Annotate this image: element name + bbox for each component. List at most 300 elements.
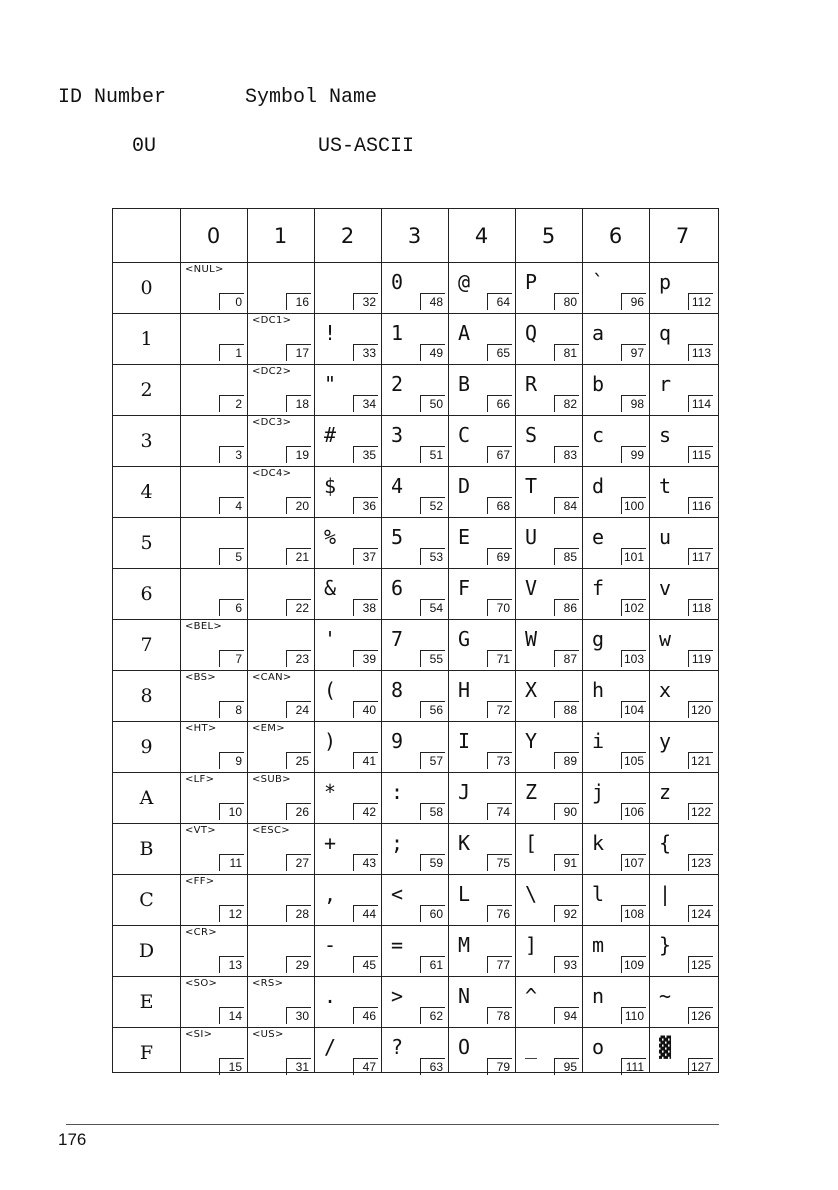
char-cell (515, 313, 582, 364)
decimal-code: 26 (286, 803, 311, 820)
decimal-code: 71 (487, 650, 512, 667)
symbol-name-label: Symbol Name (245, 86, 378, 109)
decimal-code: 36 (353, 497, 378, 514)
char-cell (582, 568, 649, 619)
char-glyph: ; (391, 831, 404, 855)
decimal-code: 59 (420, 854, 445, 871)
decimal-code: 60 (420, 905, 445, 922)
char-glyph: m (592, 933, 605, 957)
char-cell (180, 364, 247, 415)
decimal-code: 83 (554, 446, 579, 463)
char-glyph: 2 (391, 372, 404, 396)
decimal-code: 5 (219, 548, 244, 565)
char-glyph: q (659, 321, 672, 345)
char-cell (314, 415, 381, 466)
char-cell (448, 517, 515, 568)
char-cell (649, 670, 716, 721)
grid-line (113, 568, 718, 569)
char-cell (314, 823, 381, 874)
grid-line (314, 209, 315, 1072)
char-cell (448, 313, 515, 364)
decimal-code: 115 (688, 446, 713, 463)
char-cell (448, 772, 515, 823)
char-glyph: ` (592, 270, 605, 294)
char-cell (582, 619, 649, 670)
char-cell (381, 568, 448, 619)
decimal-code: 112 (688, 293, 713, 310)
char-cell (314, 670, 381, 721)
grid-line (515, 209, 516, 1072)
decimal-code: 29 (286, 956, 311, 973)
char-glyph: a (592, 321, 605, 345)
decimal-code: 114 (688, 395, 713, 412)
grid-line (113, 1027, 718, 1028)
decimal-code: 116 (688, 497, 713, 514)
char-glyph: = (391, 933, 404, 957)
char-cell (314, 1027, 381, 1078)
decimal-code: 126 (688, 1007, 713, 1024)
char-cell (448, 262, 515, 313)
char-glyph: D (458, 474, 471, 498)
char-glyph: h (592, 678, 605, 702)
char-cell (180, 517, 247, 568)
decimal-code: 10 (219, 803, 244, 820)
decimal-code: 21 (286, 548, 311, 565)
decimal-code: 111 (621, 1058, 646, 1075)
char-cell (515, 415, 582, 466)
char-cell (381, 925, 448, 976)
char-glyph: W (525, 627, 538, 651)
char-glyph: t (659, 474, 672, 498)
char-cell (649, 313, 716, 364)
char-cell (314, 721, 381, 772)
decimal-code: 124 (688, 905, 713, 922)
decimal-code: 68 (487, 497, 512, 514)
char-cell (180, 568, 247, 619)
row-header: E (139, 990, 154, 1013)
char-cell (180, 670, 247, 721)
char-glyph: & (324, 576, 337, 600)
decimal-code: 41 (353, 752, 378, 769)
grid-line (113, 874, 718, 875)
control-code-label: <BS> (185, 672, 216, 683)
char-cell (515, 364, 582, 415)
char-cell (247, 619, 314, 670)
decimal-code: 57 (420, 752, 445, 769)
char-cell (649, 721, 716, 772)
char-glyph: U (525, 525, 538, 549)
grid-line (113, 262, 718, 263)
char-cell (247, 823, 314, 874)
control-code-label: <NUL> (185, 264, 224, 275)
char-glyph: l (592, 882, 605, 906)
grid-line (113, 670, 718, 671)
decimal-code: 110 (621, 1007, 646, 1024)
grid-line (113, 772, 718, 773)
control-code-label: <CR> (185, 927, 217, 938)
decimal-code: 20 (286, 497, 311, 514)
char-glyph: T (525, 474, 538, 498)
decimal-code: 99 (621, 446, 646, 463)
char-glyph: } (659, 933, 672, 957)
row-header: 2 (140, 378, 153, 401)
char-cell (582, 772, 649, 823)
char-glyph: ▓ (659, 1035, 672, 1059)
decimal-code: 103 (621, 650, 646, 667)
char-glyph: 3 (391, 423, 404, 447)
decimal-code: 1 (219, 344, 244, 361)
char-cell (649, 976, 716, 1027)
char-cell (247, 1027, 314, 1078)
control-code-label: <SO> (185, 978, 218, 989)
column-header: 1 (273, 223, 288, 248)
decimal-code: 44 (353, 905, 378, 922)
control-code-label: <SUB> (252, 774, 291, 785)
char-glyph: : (391, 780, 404, 804)
char-glyph: n (592, 984, 605, 1008)
grid-line (582, 209, 583, 1072)
row-header: 5 (140, 531, 153, 554)
char-glyph: g (592, 627, 605, 651)
column-header: 7 (675, 223, 690, 248)
decimal-code: 66 (487, 395, 512, 412)
control-code-label: <SI> (185, 1029, 213, 1040)
decimal-code: 117 (688, 548, 713, 565)
grid-line (113, 823, 718, 824)
decimal-code: 92 (554, 905, 579, 922)
char-cell (180, 721, 247, 772)
control-code-label: <DC4> (252, 468, 292, 479)
char-cell (515, 568, 582, 619)
decimal-code: 12 (219, 905, 244, 922)
id-number-value: 0U (132, 135, 157, 158)
char-glyph: E (458, 525, 471, 549)
decimal-code: 61 (420, 956, 445, 973)
char-glyph: y (659, 729, 672, 753)
char-glyph: J (458, 780, 471, 804)
char-glyph: 7 (391, 627, 404, 651)
char-glyph: u (659, 525, 672, 549)
decimal-code: 65 (487, 344, 512, 361)
char-cell (381, 823, 448, 874)
char-glyph: > (391, 984, 404, 1008)
decimal-code: 56 (420, 701, 445, 718)
control-code-label: <LF> (185, 774, 215, 785)
char-cell (448, 415, 515, 466)
grid-line (113, 466, 718, 467)
decimal-code: 125 (688, 956, 713, 973)
char-cell (448, 925, 515, 976)
char-cell (582, 670, 649, 721)
char-cell (314, 925, 381, 976)
column-header: 3 (407, 223, 422, 248)
char-glyph: I (458, 729, 471, 753)
decimal-code: 97 (621, 344, 646, 361)
decimal-code: 101 (621, 548, 646, 565)
char-cell (180, 1027, 247, 1078)
char-cell (649, 823, 716, 874)
char-cell (649, 619, 716, 670)
control-code-label: <DC2> (252, 366, 292, 377)
char-glyph: " (324, 372, 337, 396)
char-cell (314, 568, 381, 619)
decimal-code: 89 (554, 752, 579, 769)
control-code-label: <EM> (252, 723, 285, 734)
char-cell (649, 415, 716, 466)
char-cell (381, 364, 448, 415)
decimal-code: 74 (487, 803, 512, 820)
char-cell (515, 619, 582, 670)
char-cell (448, 670, 515, 721)
char-cell (515, 466, 582, 517)
char-cell (247, 772, 314, 823)
decimal-code: 15 (219, 1058, 244, 1075)
char-cell (582, 823, 649, 874)
decimal-code: 80 (554, 293, 579, 310)
char-glyph: X (525, 678, 538, 702)
char-glyph: L (458, 882, 471, 906)
char-cell (314, 772, 381, 823)
char-glyph: b (592, 372, 605, 396)
decimal-code: 48 (420, 293, 445, 310)
char-cell (314, 313, 381, 364)
char-glyph: 5 (391, 525, 404, 549)
decimal-code: 64 (487, 293, 512, 310)
char-cell (649, 466, 716, 517)
char-cell (649, 262, 716, 313)
char-cell (314, 619, 381, 670)
char-cell (649, 925, 716, 976)
decimal-code: 4 (219, 497, 244, 514)
char-glyph: M (458, 933, 471, 957)
char-cell (247, 262, 314, 313)
char-cell (381, 415, 448, 466)
decimal-code: 76 (487, 905, 512, 922)
decimal-code: 11 (219, 854, 244, 871)
char-cell (448, 823, 515, 874)
char-glyph: 4 (391, 474, 404, 498)
decimal-code: 100 (621, 497, 646, 514)
row-header: 3 (140, 429, 153, 452)
char-glyph: d (592, 474, 605, 498)
decimal-code: 72 (487, 701, 512, 718)
char-cell (515, 976, 582, 1027)
char-glyph: ( (324, 678, 337, 702)
decimal-code: 32 (353, 293, 378, 310)
decimal-code: 94 (554, 1007, 579, 1024)
char-cell (247, 466, 314, 517)
decimal-code: 113 (688, 344, 713, 361)
char-cell (381, 721, 448, 772)
column-header: 5 (541, 223, 556, 248)
char-glyph: F (458, 576, 471, 600)
decimal-code: 67 (487, 446, 512, 463)
grid-line (113, 976, 718, 977)
char-cell (649, 1027, 716, 1078)
decimal-code: 50 (420, 395, 445, 412)
char-cell (582, 517, 649, 568)
char-cell (448, 976, 515, 1027)
char-glyph: k (592, 831, 605, 855)
char-glyph: j (592, 780, 605, 804)
char-glyph: S (525, 423, 538, 447)
char-cell (381, 670, 448, 721)
char-glyph: [ (525, 831, 538, 855)
decimal-code: 2 (219, 395, 244, 412)
char-cell (515, 670, 582, 721)
decimal-code: 98 (621, 395, 646, 412)
column-header: 4 (474, 223, 489, 248)
char-cell (381, 262, 448, 313)
row-header: 6 (140, 582, 153, 605)
char-glyph: ' (324, 627, 337, 651)
char-cell (448, 568, 515, 619)
char-cell (247, 925, 314, 976)
char-glyph: N (458, 984, 471, 1008)
char-glyph: H (458, 678, 471, 702)
char-cell (381, 772, 448, 823)
row-header: D (138, 939, 155, 962)
grid-line (113, 517, 718, 518)
char-cell (314, 976, 381, 1027)
decimal-code: 102 (621, 599, 646, 616)
char-cell (180, 619, 247, 670)
decimal-code: 62 (420, 1007, 445, 1024)
char-cell (247, 670, 314, 721)
grid-line (113, 313, 718, 314)
decimal-code: 93 (554, 956, 579, 973)
char-glyph: C (458, 423, 471, 447)
char-cell (649, 874, 716, 925)
footer-divider (66, 1124, 719, 1125)
row-header: 1 (140, 327, 153, 350)
decimal-code: 105 (621, 752, 646, 769)
control-code-label: <DC3> (252, 417, 292, 428)
char-glyph: K (458, 831, 471, 855)
char-cell (314, 874, 381, 925)
char-glyph: x (659, 678, 672, 702)
char-cell (381, 1027, 448, 1078)
char-glyph: ! (324, 321, 337, 345)
decimal-code: 34 (353, 395, 378, 412)
decimal-code: 8 (219, 701, 244, 718)
char-glyph: \ (525, 882, 538, 906)
char-glyph: 1 (391, 321, 404, 345)
decimal-code: 23 (286, 650, 311, 667)
char-glyph: $ (324, 474, 337, 498)
char-cell (381, 874, 448, 925)
char-cell (515, 772, 582, 823)
decimal-code: 123 (688, 854, 713, 871)
char-cell (448, 364, 515, 415)
char-cell (515, 262, 582, 313)
char-cell (247, 517, 314, 568)
char-cell (515, 517, 582, 568)
decimal-code: 24 (286, 701, 311, 718)
char-cell (515, 721, 582, 772)
char-cell (649, 568, 716, 619)
char-glyph: % (324, 525, 337, 549)
row-header: 4 (140, 480, 153, 503)
char-cell (314, 517, 381, 568)
decimal-code: 39 (353, 650, 378, 667)
decimal-code: 75 (487, 854, 512, 871)
decimal-code: 86 (554, 599, 579, 616)
char-cell (582, 874, 649, 925)
char-glyph: . (324, 984, 337, 1008)
row-header: 0 (140, 276, 153, 299)
grid-line (180, 209, 181, 1072)
char-cell (247, 364, 314, 415)
char-glyph: r (659, 372, 672, 396)
decimal-code: 31 (286, 1058, 311, 1075)
char-glyph: i (592, 729, 605, 753)
char-cell (247, 976, 314, 1027)
column-header: 0 (206, 223, 221, 248)
char-cell (448, 874, 515, 925)
decimal-code: 45 (353, 956, 378, 973)
decimal-code: 119 (688, 650, 713, 667)
char-glyph: V (525, 576, 538, 600)
decimal-code: 49 (420, 344, 445, 361)
decimal-code: 46 (353, 1007, 378, 1024)
decimal-code: 40 (353, 701, 378, 718)
char-cell (180, 823, 247, 874)
char-glyph: _ (525, 1035, 538, 1059)
decimal-code: 16 (286, 293, 311, 310)
decimal-code: 121 (688, 752, 713, 769)
char-cell (180, 262, 247, 313)
char-cell (381, 313, 448, 364)
char-cell (448, 721, 515, 772)
char-glyph: # (324, 423, 337, 447)
column-header: 6 (608, 223, 623, 248)
grid-line (649, 209, 650, 1072)
char-glyph: @ (458, 270, 471, 294)
char-cell (180, 976, 247, 1027)
char-glyph: ~ (659, 984, 672, 1008)
char-glyph: ^ (525, 984, 538, 1008)
decimal-code: 30 (286, 1007, 311, 1024)
char-glyph: z (659, 780, 672, 804)
control-code-label: <VT> (185, 825, 216, 836)
char-glyph: v (659, 576, 672, 600)
char-cell (180, 415, 247, 466)
char-cell (649, 364, 716, 415)
decimal-code: 6 (219, 599, 244, 616)
char-glyph: ? (391, 1035, 404, 1059)
decimal-code: 33 (353, 344, 378, 361)
char-glyph: < (391, 882, 404, 906)
decimal-code: 37 (353, 548, 378, 565)
decimal-code: 51 (420, 446, 445, 463)
character-code-table (112, 208, 719, 1073)
decimal-code: 91 (554, 854, 579, 871)
control-code-label: <US> (252, 1029, 284, 1040)
row-header: C (139, 888, 154, 911)
decimal-code: 55 (420, 650, 445, 667)
char-cell (515, 874, 582, 925)
char-cell (582, 925, 649, 976)
char-cell (247, 721, 314, 772)
decimal-code: 25 (286, 752, 311, 769)
decimal-code: 87 (554, 650, 579, 667)
decimal-code: 7 (219, 650, 244, 667)
decimal-code: 27 (286, 854, 311, 871)
decimal-code: 0 (219, 293, 244, 310)
decimal-code: 118 (688, 599, 713, 616)
grid-line (381, 209, 382, 1072)
